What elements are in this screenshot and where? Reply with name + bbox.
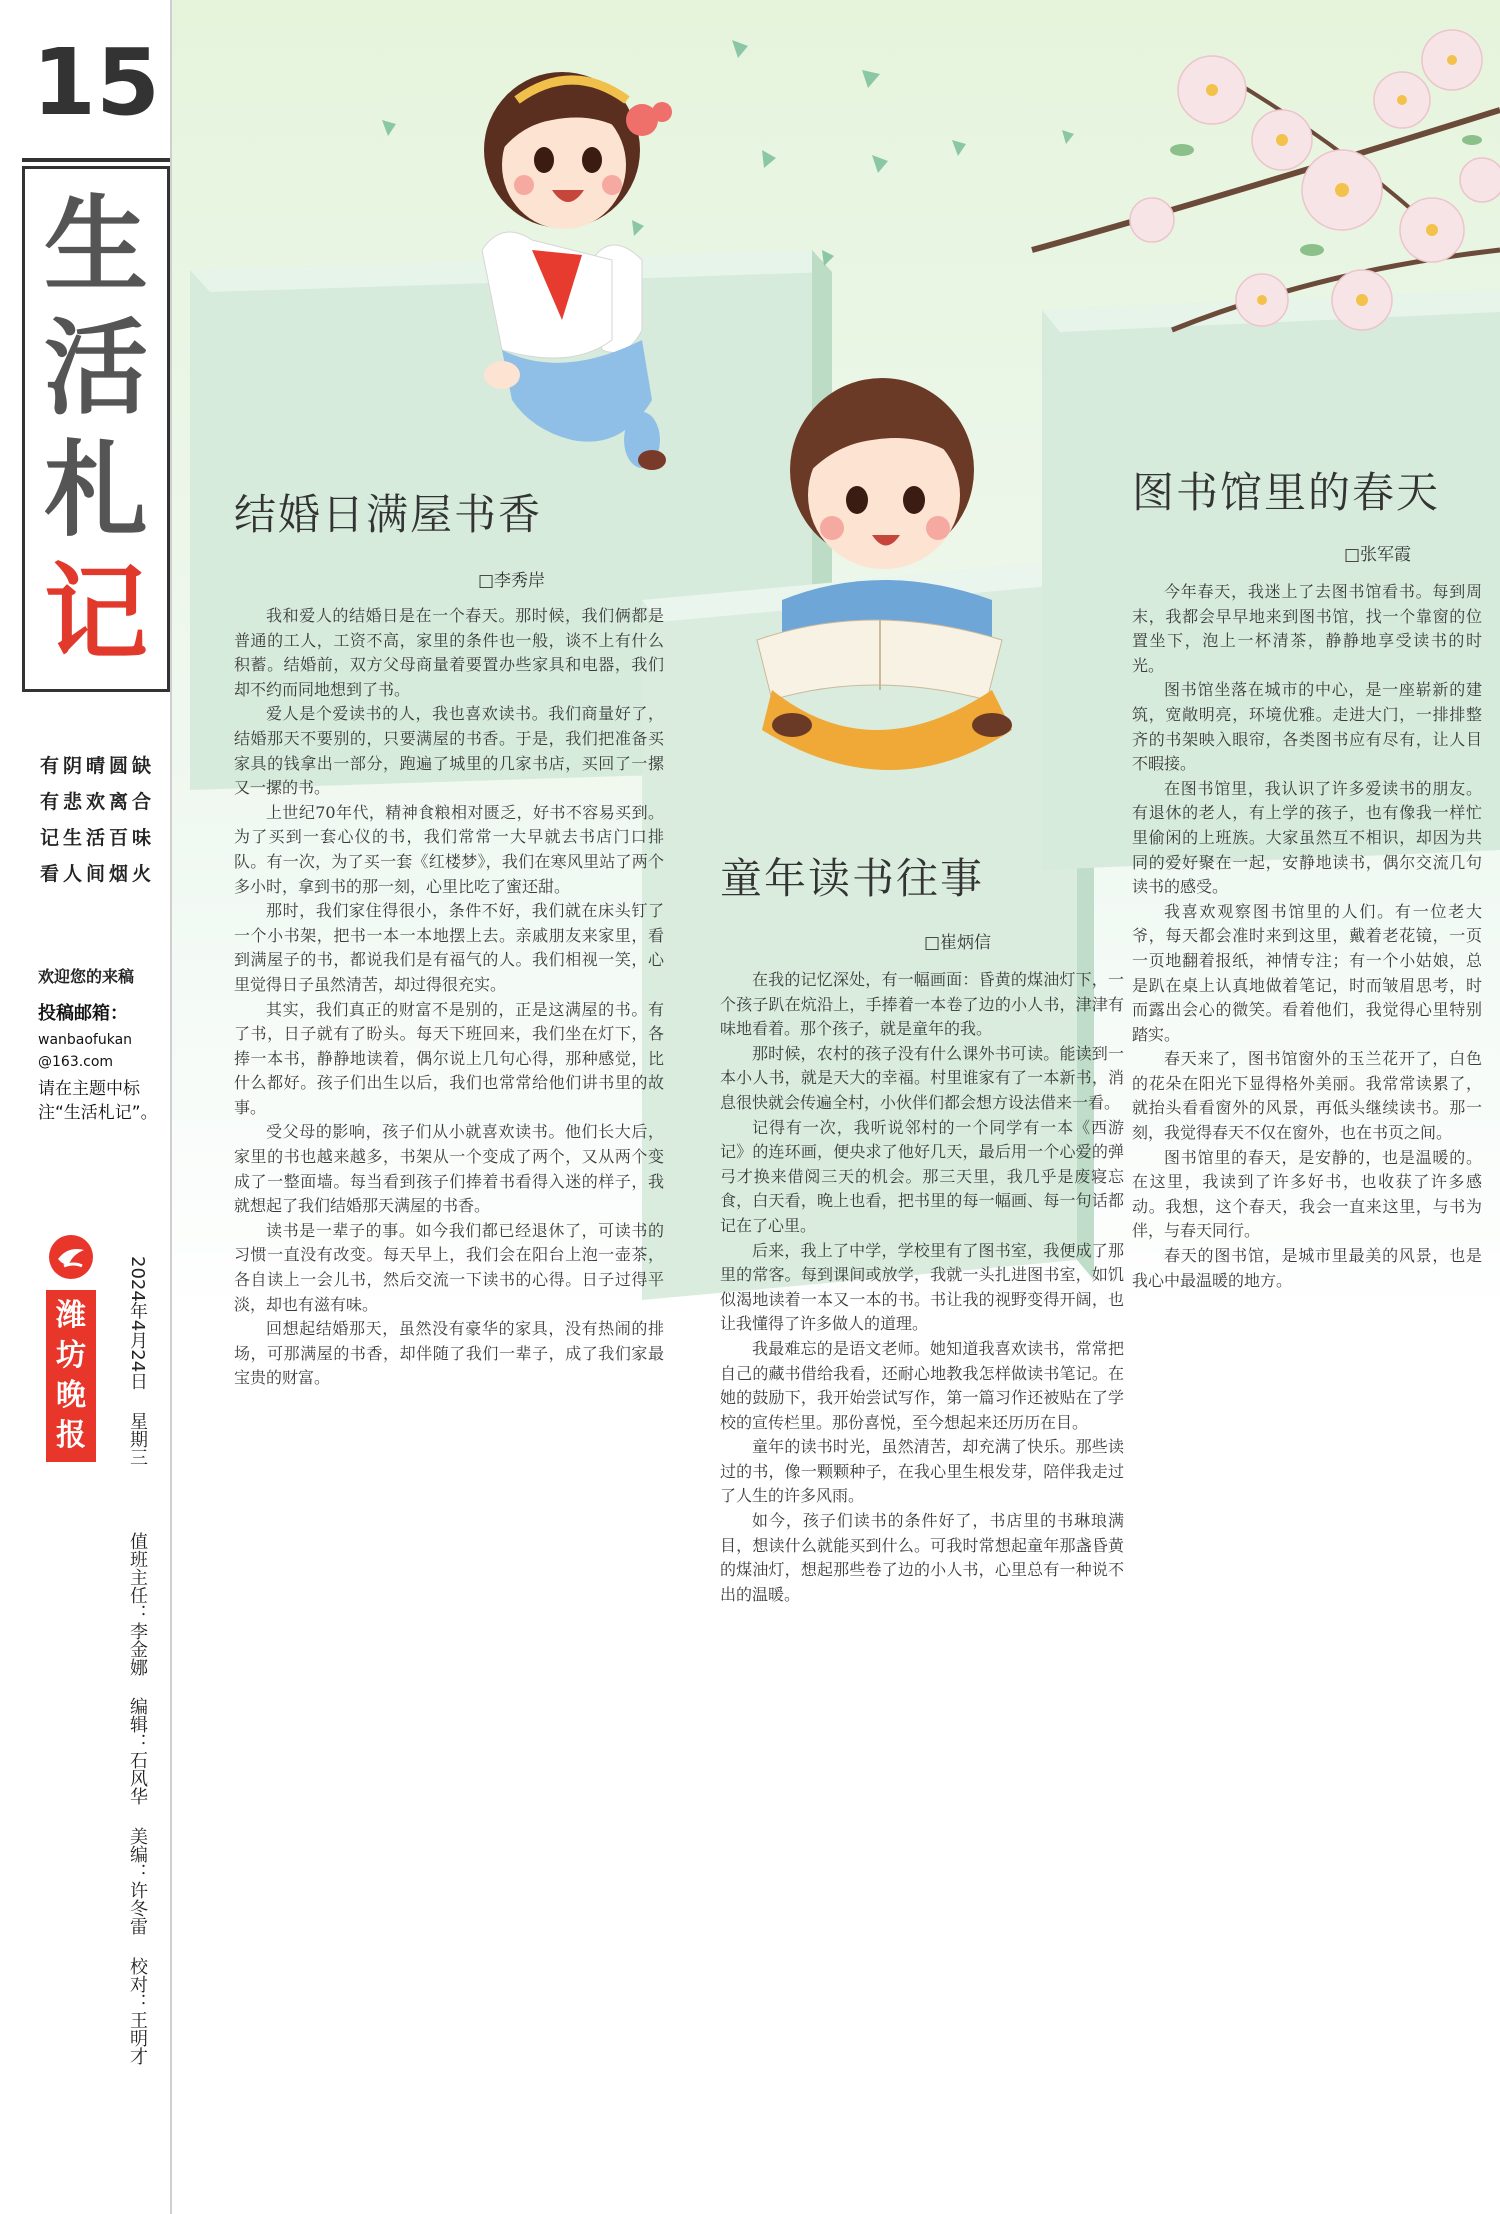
article-paragraph: 在图书馆里，我认识了许多爱读书的朋友。有退休的老人，有上学的孩子，也有像我一样忙里偷闲的上班族。大家虽然互不相识，却因为共同的爱好聚在一起，安静地读书，偶尔交流几句读书的感受。 xyxy=(1132,778,1482,897)
motto-line: 有阴晴圆缺 xyxy=(40,755,156,777)
section-title-char: 札 xyxy=(43,428,148,552)
article-paragraph: 图书馆里的春天，是安静的，也是温暖的。在这里，我读到了许多好书，也收获了许多感动。我想，这个春天，我会一直来这里，与书为伴，与春天同行。 xyxy=(1132,1147,1482,1241)
issue-date: 2024年4月24日 xyxy=(127,1256,148,1391)
sidebar-rule xyxy=(22,158,170,162)
motto-line: 记生活百味 xyxy=(40,827,156,849)
section-title-box xyxy=(22,166,170,692)
article-byline: □张军霞 xyxy=(1344,545,1412,565)
article-title: 图书馆里的春天 xyxy=(1132,468,1441,517)
article-paragraph: 春天的图书馆，是城市里最美的风景，也是我心中最温暖的地方。 xyxy=(1132,1246,1482,1290)
article-paragraph: 记得有一次，我听说邻村的一个同学有一本《西游记》的连环画，便央求了他好几天，最后用一个心爱的弹弓才换来借阅三天的机会。那三天里，我几乎是废寝忘食，白天看，晚上也看，把书里的每一幅画、每一句话都记在了心里。 xyxy=(720,1117,1124,1235)
article-paragraph: 如今，孩子们读书的条件好了，书店里的书琳琅满目，想读什么就能买到什么。可我时常想起童年那盏昏黄的煤油灯，想起那些卷了边的小人书，心里总有一种说不出的温暖。 xyxy=(720,1511,1124,1604)
section-motto xyxy=(40,748,170,892)
article-paragraph: 回想起结婚那天，虽然没有豪华的家具，没有热闹的排场，可那满屋的书香，却伴随了我们一辈子，成了我们家最宝贵的财富。 xyxy=(234,1319,664,1388)
article-paragraph: 今年春天，我迷上了去图书馆看书。每到周末，我都会早早地来到图书馆，找一个靠窗的位置坐下，泡上一杯清茶，静静地享受读书的时光。 xyxy=(1132,582,1482,675)
article-title: 结婚日满屋书香 xyxy=(234,490,543,539)
newspaper-name: 潍坊晚报 xyxy=(46,1290,96,1462)
article-body xyxy=(1132,580,1482,2204)
article-paragraph: 读书是一辈子的事。如今我们都已经退休了，可读书的习惯一直没有改变。每天早上，我们会在阳台上泡一壶茶，各自读上一会儿书，然后交流一下读书的心得。日子过得平淡，却也有滋有味。 xyxy=(234,1220,664,1314)
contribution-info xyxy=(38,964,170,1125)
blossom-branch-illustration xyxy=(1032,30,1500,330)
motto-line: 看人间烟火 xyxy=(40,863,156,885)
article-paragraph: 我喜欢观察图书馆里的人们。有一位老大爷，每天都会准时来到这里，戴着老花镜，一页一页地翻着报纸，神情专注；有一个小姑娘，总是趴在桌上认真地做着笔记，时而皱眉思考，时而露出会心的微笑。看着他们，我觉得心里特别踏实。 xyxy=(1132,901,1482,1044)
proofreader: 校对：王明才 xyxy=(127,1956,148,2065)
article-paragraph: 在我的记忆深处，有一幅画面：昏黄的煤油灯下，一个孩子趴在炕沿上，手捧着一本卷了边的小人书，津津有味地看着。那个孩子，就是童年的我。 xyxy=(720,970,1124,1039)
article-body xyxy=(720,968,1124,2204)
page-number: 15 xyxy=(31,29,161,136)
art-editor: 美编：许冬雷 xyxy=(127,1827,148,1936)
main-page xyxy=(172,0,1500,2214)
mail-label: 投稿邮箱： xyxy=(38,1003,128,1024)
mail-note: 请在主题中标注“生活札记”。 xyxy=(38,1079,158,1123)
mail-address-line[interactable]: wanbaofukan xyxy=(38,1032,133,1048)
issue-weekday: 星期三 xyxy=(127,1411,148,1466)
section-title-char: 活 xyxy=(43,305,148,429)
article-body xyxy=(234,604,664,2204)
newspaper-logo-icon xyxy=(46,1232,96,1282)
article-title: 童年读书往事 xyxy=(720,854,985,903)
article-paragraph: 后来，我上了中学，学校里有了图书室，我便成了那里的常客。每到课间或放学，我就一头扎进图书室，如饥似渴地读着一本又一本的书。书让我的视野变得开阔，也让我懂得了许多做人的道理。 xyxy=(720,1240,1124,1334)
newspaper-logo xyxy=(46,1232,112,1462)
article-byline: □崔炳信 xyxy=(924,933,992,953)
sidebar xyxy=(0,0,172,2214)
section-title-char: 生 xyxy=(43,183,148,307)
mail-address-line[interactable]: @163.com xyxy=(38,1054,114,1070)
article-paragraph: 我最难忘的是语文老师。她知道我喜欢读书，常常把自己的藏书借给我看，还耐心地教我怎样做读书笔记。在她的鼓励下，我开始尝试写作，第一篇习作还被贴在了学校的宣传栏里。那份喜悦，至今想起来还历历在目。 xyxy=(720,1338,1124,1432)
article-paragraph: 我和爱人的结婚日是在一个春天。那时候，我们俩都是普通的工人，工资不高，家里的条件也一般，谈不上有什么积蓄。结婚前，双方父母商量着要置办些家具和电器，我们却不约而同地想到了书。 xyxy=(234,606,664,699)
motto-line: 有悲欢离合 xyxy=(40,791,156,813)
article-paragraph: 童年的读书时光，虽然清苦，却充满了快乐。那些读过的书，像一颗颗种子，在我心里生根发芽，陪伴我走过了人生的许多风雨。 xyxy=(720,1437,1124,1506)
article-paragraph: 那时候，农村的孩子没有什么课外书可读。能读到一本小人书，就是天大的幸福。村里谁家有了一本新书，消息很快就会传遍全村，小伙伴们都会想方设法借来一看。 xyxy=(720,1043,1124,1112)
article-paragraph: 春天来了，图书馆窗外的玉兰花开了，白色的花朵在阳光下显得格外美丽。我常常读累了，就抬头看看窗外的风景，再低头继续读书。那一刻，我觉得春天不仅在窗外，也在书页之间。 xyxy=(1132,1049,1482,1143)
article-paragraph: 上世纪70年代，精神食粮相对匮乏，好书不容易买到。为了买到一套心仪的书，我们常常一大早就去书店门口排队。有一次，为了买一套《红楼梦》，我们在寒风里站了两个多小时，拿到书的那一刻，心里比吃了蜜还甜。 xyxy=(234,802,664,896)
article-paragraph: 那时，我们家住得很小，条件不好，我们就在床头钉了一个小书架，把书一本一本地摆上去。亲戚朋友来家里，看到满屋子的书，都说我们是有福气的人。我们相视一笑，心里觉得日子虽然清苦，却过得很充实。 xyxy=(234,901,664,994)
editor: 编辑：石风华 xyxy=(127,1697,148,1806)
article-paragraph: 爱人是个爱读书的人，我也喜欢读书。我们商量好了，结婚那天不要别的，只要满屋的书香。于是，我们把准备买家具的钱拿出一部分，跑遍了城里的几家书店，买回了一摞又一摞的书。 xyxy=(234,704,664,798)
section-title-char: 记 xyxy=(43,550,148,674)
article-paragraph: 图书馆坐落在城市的中心，是一座崭新的建筑，宽敞明亮，环境优雅。走进大门，一排排整齐的书架映入眼帘，各类图书应有尽有，让人目不暇接。 xyxy=(1132,680,1482,774)
article-paragraph: 受父母的影响，孩子们从小就喜欢读书。他们长大后，家里的书也越来越多，书架从一个变成了两个，又从两个变成了一整面墙。每当看到孩子们捧着书看得入迷的样子，我就想起了我们结婚那天满屋的书香。 xyxy=(234,1122,664,1216)
article-byline: □李秀岸 xyxy=(478,571,546,591)
article-paragraph: 其实，我们真正的财富不是别的，正是这满屋的书。有了书，日子就有了盼头。每天下班回来，我们坐在灯下，各捧一本书，静静地读着，偶尔说上几句心得，那种感觉，比什么都好。孩子们出生以后，我们也常常给他们讲书里的故事。 xyxy=(234,999,664,1117)
duty-editor: 值班主任：李金娜 xyxy=(127,1531,148,1676)
welcome-text: 欢迎您的来稿 xyxy=(38,967,135,986)
publication-credits xyxy=(118,1256,152,2081)
